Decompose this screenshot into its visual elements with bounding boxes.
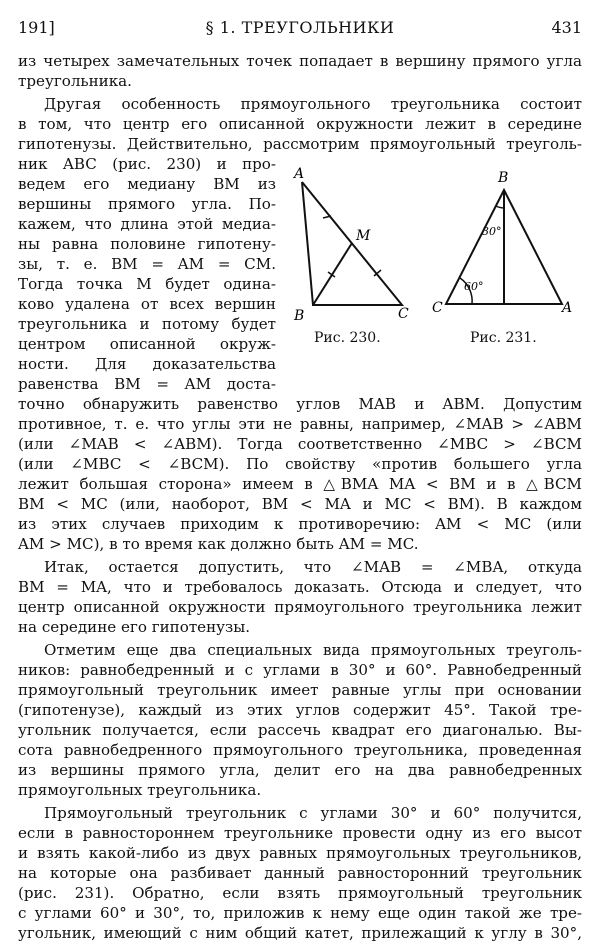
label-angle-60: 60° [464, 280, 484, 293]
text-line: ник ABC (рис. 230) и про- [18, 155, 276, 173]
figure-231-caption: Рис. 231. [470, 330, 537, 346]
label-m-230: M [356, 228, 371, 244]
label-b-231: B [498, 170, 509, 186]
text-line: с углами 60° и 30°, то, приложив к нему еще один такой же тре- [18, 904, 582, 922]
median-bm [313, 243, 352, 305]
label-b-230: B [294, 308, 305, 324]
text-line: Прямоугольный треугольник с углами 30° и 60° получится, [44, 804, 582, 822]
text-line: AM > MC), в то время как должно быть AM = MC. [18, 535, 419, 553]
text-line: кажем, что длина этой медиа- [18, 215, 276, 233]
text-line: ны равна половине гипотену- [18, 235, 276, 253]
figure-230-caption: Рис. 230. [314, 330, 381, 346]
text-line: Итак, остается допустить, что ∠MAB = ∠MBA, откуда [44, 558, 582, 576]
label-c-231: C [432, 300, 443, 316]
text-line: прямоугольных треугольника. [18, 781, 262, 799]
text-line: треугольника. [18, 72, 132, 90]
text-line: из этих случаев приходим к противоречию: AM < MC (или [18, 515, 582, 533]
text-line: зы, т. е. BM = AM = CM. [18, 255, 276, 273]
text-line: Тогда точка M будет одина- [18, 275, 276, 293]
text-line: точно обнаружить равенство углов MAB и ABM. Допустим [18, 395, 582, 413]
text-line: прямоугольный треугольник имеет равные углы при основании [18, 681, 582, 699]
text-line: вершины прямого угла. По- [18, 195, 276, 213]
text-line: ности. Для доказательства [18, 355, 276, 373]
text-line: сота равнобедренного прямоугольного треугольника, проведенная [18, 741, 582, 759]
text-line: лежит большая сторона» имеем в △BMA MA < BM и в △BCM [18, 475, 582, 493]
label-a-230: A [294, 166, 305, 182]
page-number-left: 191] [18, 18, 55, 37]
text-line: на середине его гипотенузы. [18, 618, 251, 636]
figures-area [282, 160, 582, 360]
label-a-231: A [562, 300, 573, 316]
text-line: в том, что центр его описанной окружности лежит в середине [18, 115, 582, 133]
text-line: треугольника и потому будет [18, 315, 276, 333]
text-line: (гипотенузе), каждый из этих углов содержит 45°. Такой тре- [18, 701, 582, 719]
text-line: гипотенузы. Действительно, рассмотрим прямоугольный треуголь- [18, 135, 582, 153]
text-line: угольник, имеющий с ним общий катет, прилежащий к углу в 30°, [18, 924, 582, 942]
label-angle-30: 30° [482, 225, 502, 238]
section-title: § 1. ТРЕУГОЛЬНИКИ [205, 18, 395, 37]
text-line: центром описанной окруж- [18, 335, 276, 353]
text-line: противное, т. е. что углы эти не равны, например, ∠MAB > ∠ABM [18, 415, 582, 433]
text-line: ников: равнобедренный и с углами в 30° и 60°. Равнобедренный [18, 661, 582, 679]
figure-230-triangle [302, 182, 402, 305]
text-line: (рис. 231). Обратно, если взять прямоугольный треугольник [18, 884, 582, 902]
text-line: из вершины прямого угла, делит его на два равнобедренных [18, 761, 582, 779]
text-line: BM < MC (или, наоборот, BM < MA и MC < BM). В каждом [18, 495, 582, 513]
page-number-right: 431 [551, 18, 582, 37]
text-line: и взять какой-либо из двух равных прямоугольных треугольников, [18, 844, 582, 862]
text-line: угольник получается, если рассечь квадрат его диагональю. Вы- [18, 721, 582, 739]
label-c-230: C [398, 306, 409, 322]
text-line: ково удалена от всех вершин [18, 295, 276, 313]
text-line: центр описанной окружности прямоугольного треугольника лежит [18, 598, 582, 616]
text-line: на которые она разбивает данный равносторонний треугольник [18, 864, 582, 882]
text-line: из четырех замечательных точек попадает в вершину прямого угла [18, 52, 582, 70]
text-line: Отметим еще два специальных вида прямоугольных треуголь- [44, 641, 582, 659]
text-line: ведем его медиану BM из [18, 175, 276, 193]
page-header [18, 10, 582, 36]
text-line: Другая особенность прямоугольного треугольника состоит [44, 95, 582, 113]
arc-30 [496, 206, 504, 208]
text-line: (или ∠MAB < ∠ABM). Тогда соответственно ∠MBC > ∠BCM [18, 435, 582, 453]
text-line: BM = MA, что и требовалось доказать. Отсюда и следует, что [18, 578, 582, 596]
text-line: если в равностороннем треугольнике провести одну из его высот [18, 824, 582, 842]
text-line: равенства BM = AM доста- [18, 375, 276, 393]
text-line: (или ∠MBC < ∠BCM). По свойству «против большего угла [18, 455, 582, 473]
